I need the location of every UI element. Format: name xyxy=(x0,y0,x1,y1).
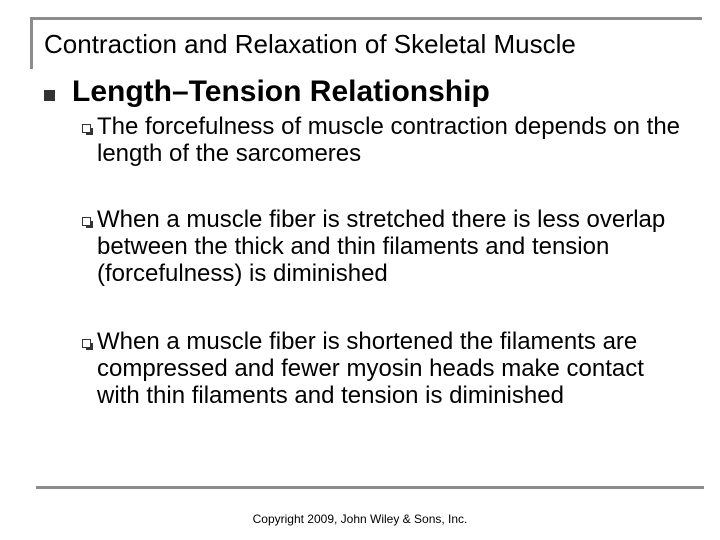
hollow-square-bullet-icon xyxy=(82,217,91,226)
left-frame-line xyxy=(30,17,33,69)
hollow-square-bullet-icon xyxy=(82,124,91,133)
footer-divider xyxy=(36,486,704,489)
list-item-text: When a muscle fiber is stretched there is less overlap between the thick and thin filaments and tension (forcefulness) is diminished xyxy=(97,206,666,287)
square-bullet-icon xyxy=(44,90,55,101)
hollow-square-bullet-icon xyxy=(82,339,91,348)
list-item-text: When a muscle fiber is shortened the filaments are compressed and fewer myosin heads make contact with thin filaments and tension is diminished xyxy=(97,328,644,409)
section-heading: Length–Tension Relationship xyxy=(72,75,490,108)
top-frame-line xyxy=(30,17,702,20)
slide-title: Contraction and Relaxation of Skeletal Muscle xyxy=(44,29,576,59)
list-item-text: The forcefulness of muscle contraction depends on the length of the sarcomeres xyxy=(97,113,681,167)
copyright-notice: Copyright 2009, John Wiley & Sons, Inc. xyxy=(252,512,468,526)
